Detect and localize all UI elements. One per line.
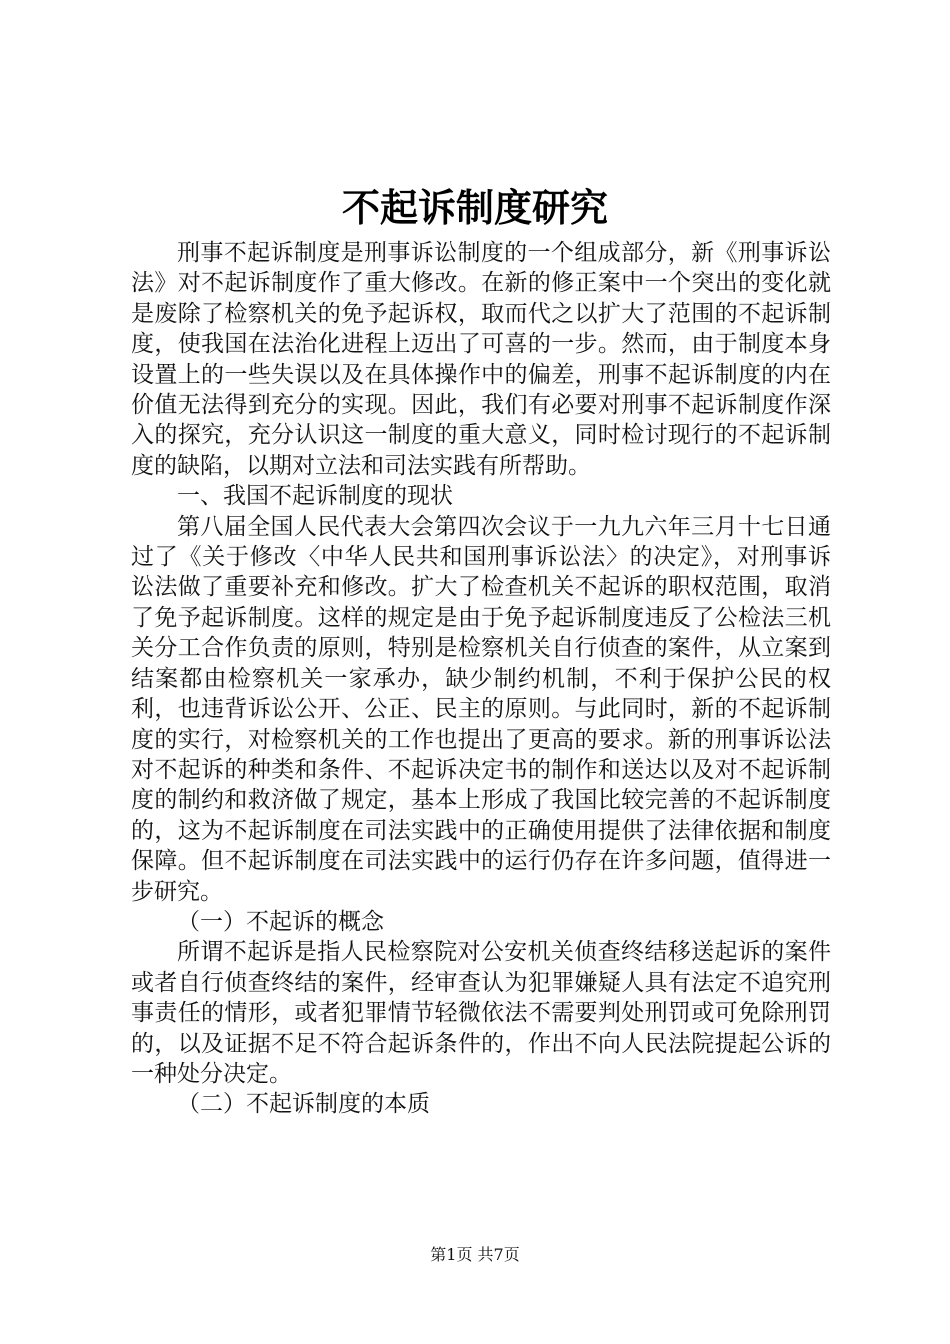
concept-paragraph: 所谓不起诉是指人民检察院对公安机关侦查终结移送起诉的案件或者自行侦查终结的案件，经审查认为犯罪嫌疑人具有法定不追究刑事责任的情形，或者犯罪情节轻微依法不需要判处刑罚或可免除刑罚的，以及证据不足不符合起诉条件的，作出不向人民法院提起公诉的一种处分决定。 bbox=[131, 939, 831, 1087]
section-heading: 一、我国不起诉制度的现状 bbox=[177, 483, 453, 510]
subsection-heading-concept: （一）不起诉的概念 bbox=[177, 908, 384, 935]
status-paragraph: 第八届全国人民代表大会第四次会议于一九九六年三月十七日通过了《关于修改〈中华人民共和国刑事诉讼法〉的决定》，对刑事诉讼法做了重要补充和修改。扩大了检查机关不起诉的职权范围，取消了免予起诉制度。这样的规定是由于免予起诉制度违反了公检法三机关分工合作负责的原则，特别是检察机关自行侦查的案件，从立案到结案都由检察机关一家承办，缺少制约机制，不利于保护公民的权利，也违背诉讼公开、公正、民主的原则。与此同时，新的不起诉制度的实行，对检察机关的工作也提出了更高的要求。新的刑事诉讼法对不起诉的种类和条件、不起诉决定书的制作和送达以及对不起诉制度的制约和救济做了规定，基本上形成了我国比较完善的不起诉制度的，这为不起诉制度在司法实践中的正确使用提供了法律依据和制度保障。但不起诉制度在司法实践中的运行仍存在许多问题，值得进一步研究。 bbox=[131, 513, 831, 905]
subsection-heading-essence: （二）不起诉制度的本质 bbox=[177, 1091, 430, 1118]
page-footer: 第1页 共7页 bbox=[430, 1245, 520, 1264]
intro-paragraph: 刑事不起诉制度是刑事诉讼制度的一个组成部分，新《刑事诉讼法》对不起诉制度作了重大修改。在新的修正案中一个突出的变化就是废除了检察机关的免予起诉权，取而代之以扩大了范围的不起诉制度，使我国在法治化进程上迈出了可喜的一步。然而，由于制度本身设置上的一些失误以及在具体操作中的偏差，刑事不起诉制度的内在价值无法得到充分的实现。因此，我们有必要对刑事不起诉制度作深入的探究，充分认识这一制度的重大意义，同时检讨现行的不起诉制度的缺陷，以期对立法和司法实践有所帮助。 bbox=[131, 240, 831, 479]
document-title: 不起诉制度研究 bbox=[341, 185, 608, 230]
document-body bbox=[131, 238, 831, 1120]
